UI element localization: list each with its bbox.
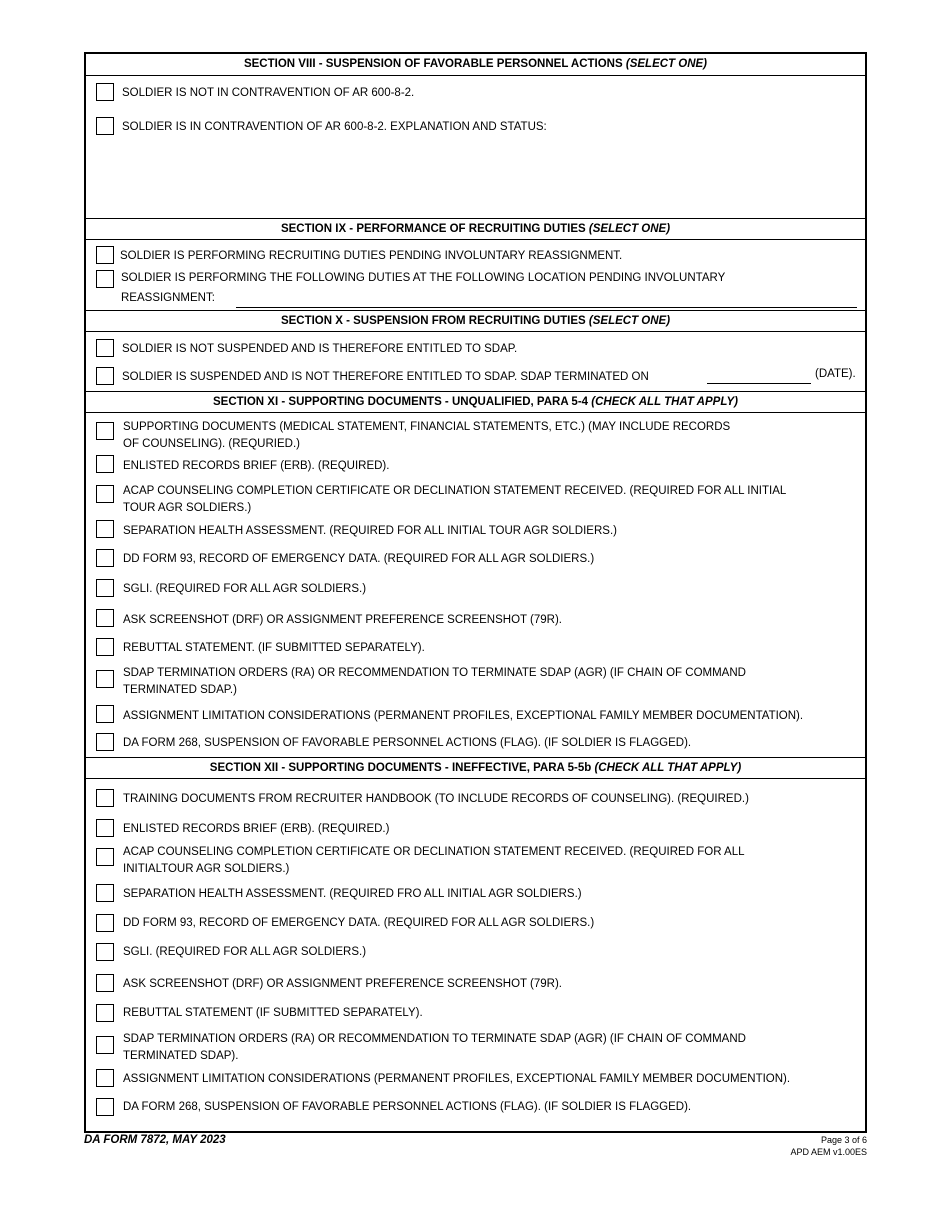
- version-label: APD AEM v1.00ES: [790, 1147, 867, 1157]
- checklist-item-label: TERMINATED SDAP).: [123, 1050, 239, 1062]
- date-suffix: (DATE).: [815, 368, 856, 380]
- checklist-item-label: SDAP TERMINATION ORDERS (RA) OR RECOMMENDATION TO TERMINATE SDAP (AGR) (IF CHAIN OF COMMAND: [123, 1033, 746, 1045]
- form-identifier: DA FORM 7872, MAY 2023: [84, 1134, 226, 1146]
- checklist-item-label: SGLI. (REQUIRED FOR ALL AGR SOLDIERS.): [123, 946, 367, 958]
- checkbox[interactable]: [96, 422, 114, 440]
- checklist-item-label: TERMINATED SDAP.): [123, 684, 237, 696]
- checkbox[interactable]: [96, 1069, 114, 1087]
- section-xii-header: SECTION XII - SUPPORTING DOCUMENTS - INEFFECTIVE, PARA 5-5b (CHECK ALL THAT APPLY): [86, 757, 865, 779]
- checklist-item-label: DA FORM 268, SUSPENSION OF FAVORABLE PERSONNEL ACTIONS (FLAG). (IF SOLDIER IS FLAGGED).: [123, 737, 692, 749]
- checkbox[interactable]: [96, 1036, 114, 1054]
- checkbox[interactable]: [96, 914, 114, 932]
- checkbox[interactable]: [96, 246, 114, 264]
- checkbox[interactable]: [96, 974, 114, 992]
- checklist-item-label: OF COUNSELING). (REQURIED.): [123, 438, 300, 450]
- checkbox[interactable]: [96, 884, 114, 902]
- checklist-item-label: DD FORM 93, RECORD OF EMERGENCY DATA. (REQUIRED FOR ALL AGR SOLDIERS.): [123, 917, 595, 929]
- checklist-item-label: SGLI. (REQUIRED FOR ALL AGR SOLDIERS.): [123, 583, 367, 595]
- checklist-item-label: ASK SCREENSHOT (DRF) OR ASSIGNMENT PREFERENCE SCREENSHOT (79R).: [123, 614, 562, 626]
- page-number: Page 3 of 6: [820, 1135, 867, 1145]
- checkbox[interactable]: [96, 549, 114, 567]
- form-page: SECTION VIII - SUSPENSION OF FAVORABLE PERSONNEL ACTIONS (SELECT ONE) SOLDIER IS NOT IN CONTRAVENTION OF AR 600-8-2. SOLDIER IS IN CONTRAVENTION OF AR 600-8-2. EXPLANATION AND STATUS: SECTION IX - PERFORMANCE OF RECRUITING DUTIES (SELECT ONE) SOLDIER IS PERFORMING RECRUITING DUTIES PENDING INVOLUNTARY REASSIGNMENT. SOLDIER IS PERFORMING THE FOLLOWING DUTIES AT THE FOLLOWING LOCATION PENDING INVOLUNTARY REASSIGNMENT: SECTION X - SUSPENSION FROM RECRUITING DUTIES (SELECT ONE) SOLDIER IS NOT SUSPENDED AND IS THEREFORE ENTITLED TO SDAP. SOLDIER IS SUSPENDED AND IS NOT THEREFORE ENTITLED TO SDAP. SDAP TERMINATED ON (DATE). SECTION XI - SUPPORTING DOCUMENTS - UNQUALIFIED, PARA 5-4 (CHECK ALL THAT APPLY) SECTION XII - SUPPORTING DOCUMENTS - INEFFECTIVE, PARA 5-5b (CHECK ALL THAT APPLY) SUPPORTING DOCUMENTS (MEDICAL STATEMENT, FINANCIAL STATEMENTS, ETC.) (MAY INCLUDE RECORDS OF COUNSELING). (REQURIED.) ENLISTED RECORDS BRIEF (ERB). (REQUIRED). ACAP COUNSELING COMPLETION CERTIFICATE OR DECLINATION STATEMENT RECEIVED. (REQUIRED FOR ALL INITIAL TOUR AGR SOLDIERS.) SEPARATION HEALTH ASSESSMENT. (REQUIRED FOR ALL INITIAL TOUR AGR SOLDIERS.) DD FORM 93, RECORD OF EMERGENCY DATA. (REQUIRED FOR ALL AGR SOLDIERS.) SGLI. (REQUIRED FOR ALL AGR SOLDIERS.) ASK SCREENSHOT (DRF) OR ASSIGNMENT PREFERENCE SCREENSHOT (79R). REBUTTAL STATEMENT. (IF SUBMITTED SEPARATELY). SDAP TERMINATION ORDERS (RA) OR RECOMMENDATION TO TERMINATE SDAP (AGR) (IF CHAIN OF COMMAND TERMINATED SDAP.) ASSIGNMENT LIMITATION CONSIDERATIONS (PERMANENT PROFILES, EXCEPTIONAL FAMILY MEMBER DOCUMENTATION). DA FORM 268, SUSPENSION OF FAVORABLE PERSONNEL ACTIONS (FLAG). (IF SOLDIER IS FLAGGED). TRAINING DOCUMENTS FROM RECRUITER HANDBOOK (TO INCLUDE RECORDS OF COUNSELING). (REQUIRED.) ENLISTED RECORDS BRIEF (ERB). (REQUIRED.) ACAP COUNSELING COMPLETION CERTIFICATE OR DECLINATION STATEMENT RECEIVED. (REQUIRED FOR ALL INITIALTOUR AGR SOLDIERS.) SEPARATION HEALTH ASSESSMENT. (REQUIRED FRO ALL INITIAL AGR SOLDIERS.) DD FORM 93, RECORD OF EMERGENCY DATA. (REQUIRED FOR ALL AGR SOLDIERS.) SGLI. (REQUIRED FOR ALL AGR SOLDIERS.) ASK SCREENSHOT (DRF) OR ASSIGNMENT PREFERENCE SCREENSHOT (79R). REBUTTAL STATEMENT (IF SUBMITTED SEPARATELY). SDAP TERMINATION ORDERS (RA) OR RECOMMENDATION TO TERMINATE SDAP (AGR) (IF CHAIN OF COMMAND TERMINATED SDAP). ASSIGNMENT LIMITATION CONSIDERATIONS (PERMANENT PROFILES, EXCEPTIONAL FAMILY MEMBER DOCUMENTION). DA FORM 268, SUSPENSION OF FAVORABLE PERSONNEL ACTIONS (FLAG). (IF SOLDIER IS FLAGGED).: [84, 52, 867, 1133]
- checklist-item-label: ACAP COUNSELING COMPLETION CERTIFICATE OR DECLINATION STATEMENT RECEIVED. (REQUIRED FOR ALL: [123, 846, 745, 858]
- checkbox[interactable]: [96, 1098, 114, 1116]
- checklist-item-label: SEPARATION HEALTH ASSESSMENT. (REQUIRED FRO ALL INITIAL AGR SOLDIERS.): [123, 888, 582, 900]
- checkbox[interactable]: [96, 819, 114, 837]
- checkbox[interactable]: [96, 638, 114, 656]
- location-input-line[interactable]: [236, 307, 857, 308]
- checklist-item-label: ASK SCREENSHOT (DRF) OR ASSIGNMENT PREFERENCE SCREENSHOT (79R).: [123, 978, 562, 990]
- section-ix-header: SECTION IX - PERFORMANCE OF RECRUITING DUTIES (SELECT ONE): [86, 218, 865, 240]
- checkbox[interactable]: [96, 455, 114, 473]
- explanation-field[interactable]: [86, 144, 865, 216]
- checklist-item-label: REBUTTAL STATEMENT. (IF SUBMITTED SEPARATELY).: [123, 642, 425, 654]
- checkbox[interactable]: [96, 579, 114, 597]
- checkbox[interactable]: [96, 1004, 114, 1022]
- checkbox[interactable]: [96, 848, 114, 866]
- checkbox[interactable]: [96, 670, 114, 688]
- checkbox[interactable]: [96, 117, 114, 135]
- checkbox[interactable]: [96, 83, 114, 101]
- checkbox[interactable]: [96, 943, 114, 961]
- checkbox[interactable]: [96, 609, 114, 627]
- checklist-item-label: SDAP TERMINATION ORDERS (RA) OR RECOMMENDATION TO TERMINATE SDAP (AGR) (IF CHAIN OF COMMAND: [123, 667, 746, 679]
- checkbox[interactable]: [96, 339, 114, 357]
- checklist-item-label: DD FORM 93, RECORD OF EMERGENCY DATA. (REQUIRED FOR ALL AGR SOLDIERS.): [123, 553, 595, 565]
- checklist-item-label: ENLISTED RECORDS BRIEF (ERB). (REQUIRED).: [123, 460, 390, 472]
- checklist-item-label: ASSIGNMENT LIMITATION CONSIDERATIONS (PERMANENT PROFILES, EXCEPTIONAL FAMILY MEMBER DOCUMENTION).: [123, 1073, 791, 1085]
- checkbox[interactable]: [96, 789, 114, 807]
- checkbox[interactable]: [96, 705, 114, 723]
- section-xi-header: SECTION XI - SUPPORTING DOCUMENTS - UNQUALIFIED, PARA 5-4 (CHECK ALL THAT APPLY): [86, 391, 865, 413]
- sdap-date-input-line[interactable]: [707, 383, 811, 384]
- checklist-item-label: SEPARATION HEALTH ASSESSMENT. (REQUIRED FOR ALL INITIAL TOUR AGR SOLDIERS.): [123, 525, 617, 537]
- checkbox[interactable]: [96, 270, 114, 288]
- checkbox[interactable]: [96, 733, 114, 751]
- checklist-item-label: INITIALTOUR AGR SOLDIERS.): [123, 863, 290, 875]
- checklist-item-label: ENLISTED RECORDS BRIEF (ERB). (REQUIRED.): [123, 823, 390, 835]
- checkbox[interactable]: [96, 520, 114, 538]
- checklist-item-label: TRAINING DOCUMENTS FROM RECRUITER HANDBOOK (TO INCLUDE RECORDS OF COUNSELING). (REQUIRED.): [123, 793, 749, 805]
- checklist-item-label: ASSIGNMENT LIMITATION CONSIDERATIONS (PERMANENT PROFILES, EXCEPTIONAL FAMILY MEMBER DOCUMENTATION).: [123, 710, 804, 722]
- checklist-item-label: SUPPORTING DOCUMENTS (MEDICAL STATEMENT, FINANCIAL STATEMENTS, ETC.) (MAY INCLUDE RECORDS: [123, 421, 731, 433]
- checkbox[interactable]: [96, 485, 114, 503]
- checklist-item-label: TOUR AGR SOLDIERS.): [123, 502, 252, 514]
- checkbox[interactable]: [96, 367, 114, 385]
- section-viii-header: SECTION VIII - SUSPENSION OF FAVORABLE PERSONNEL ACTIONS (SELECT ONE): [86, 54, 865, 76]
- section-x-header: SECTION X - SUSPENSION FROM RECRUITING DUTIES (SELECT ONE): [86, 310, 865, 332]
- page-info: [790, 1134, 867, 1158]
- checklist-item-label: DA FORM 268, SUSPENSION OF FAVORABLE PERSONNEL ACTIONS (FLAG). (IF SOLDIER IS FLAGGED).: [123, 1101, 692, 1113]
- checklist-item-label: REBUTTAL STATEMENT (IF SUBMITTED SEPARATELY).: [123, 1007, 423, 1019]
- checklist-item-label: ACAP COUNSELING COMPLETION CERTIFICATE OR DECLINATION STATEMENT RECEIVED. (REQUIRED FOR ALL INITIAL: [123, 485, 787, 497]
